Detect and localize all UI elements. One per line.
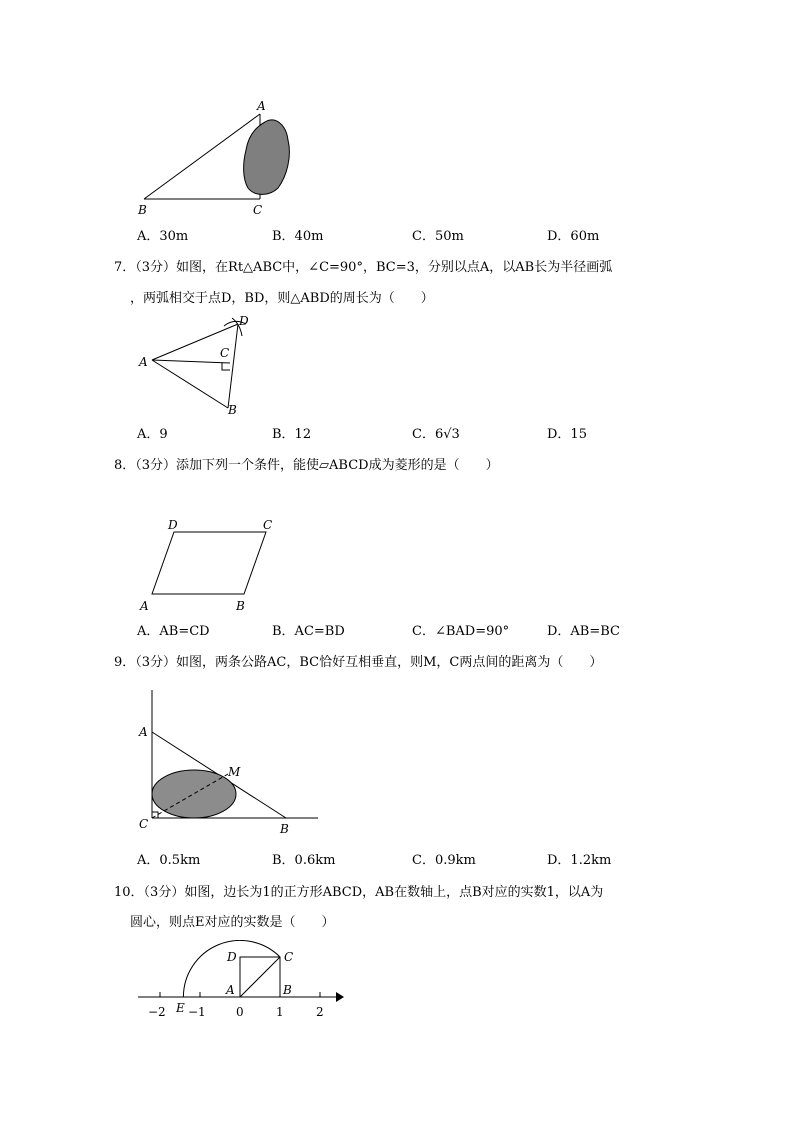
q8-label-d: D	[168, 518, 178, 532]
q9-figure	[132, 686, 332, 838]
q7-option-c[interactable]: C．6√3	[412, 427, 460, 442]
q10-tick-label-neg1: −1	[188, 1005, 206, 1019]
q9-label-c: C	[139, 817, 149, 831]
q10-tick-label-2: 2	[316, 1005, 324, 1019]
q6-option-c[interactable]: C．50m	[412, 229, 464, 244]
q10-label-b: B	[283, 983, 292, 997]
q6-label-c: C	[253, 203, 263, 217]
q7-label-a: A	[139, 355, 148, 369]
q10-text-line1: 10．（3分）如图，边长为1的正方形ABCD，AB在数轴上，点B对应的实数1，以A为	[114, 885, 604, 900]
q7-option-b[interactable]: B．12	[272, 427, 312, 442]
q7-line-bd	[228, 324, 238, 408]
q7-text-line1: 7．（3分）如图，在Rt△ABC中，∠C=90°，BC=3，分别以点A，以AB长为半径画弧	[114, 260, 613, 275]
q7-label-b: B	[228, 403, 237, 417]
q8-option-b[interactable]: B．AC=BD	[272, 624, 345, 639]
q8-label-c: C	[263, 518, 273, 532]
q7-line-ac	[152, 360, 230, 363]
q10-arrowhead	[336, 992, 344, 1002]
q7-line-ab	[152, 360, 228, 408]
q8-label-a: A	[140, 599, 149, 613]
q10-tick-label-0: 0	[236, 1005, 244, 1019]
q10-label-d: D	[227, 950, 237, 964]
q10-tick-label-1: 1	[276, 1005, 284, 1019]
q8-option-c[interactable]: C．∠BAD=90°	[412, 624, 510, 639]
q10-figure	[130, 940, 350, 1025]
q10-label-a: A	[226, 983, 235, 997]
q8-parallelogram	[152, 532, 266, 594]
q6-option-a[interactable]: A．30m	[137, 229, 189, 244]
q10-diagonal-ac	[240, 957, 280, 997]
q6-option-d[interactable]: D．60m	[547, 229, 600, 244]
q6-pond-shape	[244, 120, 290, 194]
q7-option-a[interactable]: A．9	[137, 427, 168, 442]
q7-option-d[interactable]: D．15	[547, 427, 587, 442]
q9-label-a: A	[139, 725, 148, 739]
q9-option-b[interactable]: B．0.6km	[272, 853, 336, 868]
q9-option-d[interactable]: D．1.2km	[547, 853, 612, 868]
q8-option-a[interactable]: A．AB=CD	[137, 624, 210, 639]
q9-text-line1: 9．（3分）如图，两条公路AC，BC恰好互相垂直，则M，C两点间的距离为（ ）	[114, 655, 603, 670]
q6-label-b: B	[138, 203, 147, 217]
q6-figure	[130, 96, 310, 221]
q8-label-b: B	[236, 599, 245, 613]
q10-text-line2: 圆心，则点E对应的实数是（ ）	[130, 915, 335, 930]
q6-label-a: A	[257, 99, 266, 113]
q10-tick-label-neg2: −2	[148, 1005, 166, 1019]
q7-right-angle-mark	[222, 363, 230, 370]
q6-line-ab	[144, 114, 260, 199]
q9-option-a[interactable]: A．0.5km	[137, 853, 201, 868]
q9-label-m: M	[228, 765, 241, 779]
q8-text-line1: 8．（3分）添加下列一个条件，能使▱ABCD成为菱形的是（ ）	[114, 458, 499, 473]
q7-text-line2: ，两弧相交于点D，BD，则△ABD的周长为（ ）	[130, 291, 434, 306]
q8-figure	[132, 512, 292, 617]
q10-label-c: C	[284, 950, 294, 964]
q8-option-d[interactable]: D．AB=BC	[547, 624, 620, 639]
q6-option-b[interactable]: B．40m	[272, 229, 324, 244]
q9-option-c[interactable]: C．0.9km	[412, 853, 476, 868]
q7-label-d: D	[239, 314, 249, 328]
q9-label-b: B	[280, 822, 289, 836]
q7-label-c: C	[220, 346, 230, 360]
q7-figure	[132, 310, 272, 425]
q10-label-e: E	[176, 1001, 185, 1015]
